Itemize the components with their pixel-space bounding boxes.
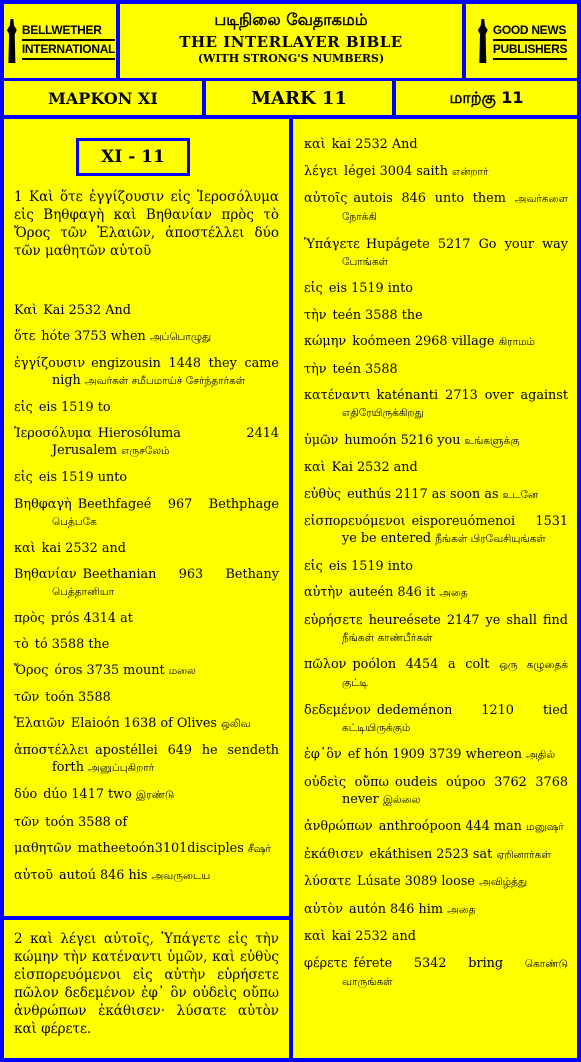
- word-entry: [14, 399, 279, 416]
- transliteration-and-gloss: toón 3588: [45, 690, 111, 706]
- chapter-label: XI - 11: [76, 138, 190, 176]
- word-entry: [14, 786, 279, 804]
- transliteration-and-gloss: kai 2532 and: [41, 540, 126, 556]
- verse-2-text: 2 καὶ λέγει αὐτοῖς, Ὑπάγετε εἰς τὴν κώμην τὴν κατέναντι ὑμῶν, καὶ εὐθὺς εἰσπορευόμενοι εἰς αὐτὴν εὑρήσετε πῶλον δεδεμένον ἐφ᾽ ὃν οὐδεὶς οὔπω ἀνθρώπων ἐκάθισεν· λύσατε αὐτὸν καὶ φέρετε.: [14, 931, 279, 1037]
- transliteration-and-gloss: eis 1519 to: [38, 400, 111, 416]
- greek-word: αὐτὴν: [304, 585, 343, 600]
- word-entry: [304, 774, 568, 809]
- word-entry: [304, 513, 568, 548]
- transliteration-and-gloss: apostéllei 649 he sendeth forth: [52, 743, 279, 776]
- good-news-logo: [466, 4, 577, 78]
- transliteration-and-gloss: humoón 5216 you: [344, 432, 461, 448]
- greek-word: πῶλον: [304, 657, 347, 672]
- title-tamil: படிநிலை வேதாகமம்: [214, 10, 368, 29]
- transliteration-and-gloss: óros 3735 mount: [54, 663, 165, 679]
- word-entry: [304, 612, 568, 647]
- title-english: THE INTERLAYER BIBLE: [179, 33, 403, 51]
- word-entry: [304, 656, 568, 692]
- transliteration-and-gloss: koómeen 2968 village: [352, 334, 495, 349]
- transliteration-and-gloss: eis 1519 unto: [38, 470, 128, 486]
- word-entry: [14, 610, 279, 627]
- greek-word: Ὑπάγετε: [304, 236, 360, 252]
- logo-left-line2: INTERNATIONAL: [22, 41, 115, 60]
- tamil-gloss: எதிரேயிருக்கிறது: [342, 407, 424, 419]
- tamil-gloss: ஒலிவ: [221, 718, 251, 731]
- greek-word: εἰς: [304, 281, 323, 296]
- word-entry: [14, 636, 279, 653]
- word-entry: [304, 459, 568, 476]
- tamil-gloss: உடனே: [502, 488, 539, 501]
- tamil-gloss: கிராமம்: [498, 336, 535, 348]
- word-entry: [14, 469, 279, 486]
- greek-word: πρὸς: [14, 610, 45, 626]
- tamil-gloss: எருசலேம்: [121, 445, 170, 458]
- tamil-gloss: அதில்: [526, 749, 556, 761]
- word-entry: [304, 558, 568, 575]
- transliteration-and-gloss: légei 3004 saith: [344, 163, 448, 179]
- transliteration-and-gloss: teén 3588 the: [332, 307, 423, 323]
- tamil-gloss: நீங்கள் காண்பீர்கள்: [342, 631, 433, 644]
- word-entry: [14, 566, 279, 601]
- word-entry: [304, 236, 568, 271]
- word-entry: [304, 901, 568, 919]
- transliteration-and-gloss: ekáthisen 2523 sat: [369, 846, 493, 862]
- greek-word: Καὶ: [14, 303, 38, 318]
- greek-word: εἰς: [14, 400, 33, 416]
- greek-word: ὅτε: [14, 329, 36, 345]
- transliteration-and-gloss: eisporeuómenoi 1531 ye be entered: [342, 514, 568, 546]
- english-book-label: MARK 11: [251, 87, 347, 109]
- word-entry: [14, 814, 279, 831]
- greek-word: εὐθὺς: [304, 486, 342, 502]
- greek-word: τῶν: [14, 814, 40, 830]
- transliteration-and-gloss: Beethfageé 967 Bethphage: [77, 496, 279, 512]
- transliteration-and-gloss: Elaioón 1638 of Olives: [70, 716, 217, 732]
- transliteration-and-gloss: toón 3588 of: [45, 814, 128, 830]
- word-entry: [14, 689, 279, 706]
- greek-word: κατέναντι: [304, 388, 371, 403]
- transliteration-and-gloss: matheetoón3101disciples: [77, 840, 244, 856]
- word-entry: [304, 486, 568, 504]
- transliteration-and-gloss: Lúsate 3089 loose: [356, 874, 475, 889]
- tamil-gloss: ஏறினார்கள்: [496, 848, 551, 861]
- transliteration-and-gloss: oudeis oúpoo 3762 3768 never: [342, 774, 568, 807]
- word-entry: [304, 307, 568, 324]
- tamil-gloss: அனுப்புகிறார்: [88, 762, 155, 775]
- word-entry: [14, 867, 279, 885]
- title-subtitle: (WITH STRONG'S NUMBERS): [197, 52, 385, 65]
- transliteration-and-gloss: Kai 2532 And: [43, 303, 131, 318]
- word-entry: [14, 662, 279, 680]
- greek-word: ἐφ᾽ὃν: [304, 747, 342, 762]
- transliteration-and-gloss: ef hón 1909 3739 whereon: [347, 747, 523, 762]
- transliteration-and-gloss: teén 3588: [332, 361, 398, 377]
- greek-word: καὶ: [304, 460, 326, 475]
- tamil-gloss: இரண்டு: [135, 789, 175, 802]
- tamil-gloss: அப்பொழுது: [149, 331, 212, 344]
- greek-word: Βηθανίαν: [14, 566, 77, 582]
- transliteration-and-gloss: dúo 1417 two: [43, 787, 132, 803]
- word-entry: [14, 496, 279, 531]
- greek-word: αὐτοῖς: [304, 191, 348, 206]
- bellwether-logo: [4, 4, 116, 78]
- transliteration-and-gloss: katénanti 2713 over against: [376, 388, 568, 403]
- word-entry: [14, 425, 279, 460]
- tamil-gloss: அவருடைய: [151, 869, 211, 882]
- greek-word: Βηθφαγὴ: [14, 496, 72, 512]
- greek-word: αὐτὸν: [304, 901, 343, 917]
- logo-left-line1: BELLWETHER: [22, 22, 115, 41]
- greek-word: καὶ: [14, 540, 36, 556]
- left-entry-list: [14, 302, 279, 894]
- word-entry: [14, 355, 279, 390]
- word-entry: [14, 328, 279, 346]
- transliteration-and-gloss: dedeménon 1210 tied: [376, 702, 568, 718]
- word-entry: [304, 387, 568, 422]
- word-entry: [304, 136, 568, 153]
- transliteration-and-gloss: autois 846 unto them: [353, 191, 506, 206]
- greek-word: κώμην: [304, 334, 347, 349]
- tamil-gloss: என்றார்: [452, 165, 489, 178]
- transliteration-and-gloss: hóte 3753 when: [41, 329, 146, 345]
- greek-word: τὴν: [304, 361, 327, 377]
- word-entry: [304, 746, 568, 764]
- word-entry: [304, 190, 568, 226]
- tamil-gloss: நீங்கள் பிரவேசியுங்கள்: [435, 533, 546, 545]
- logo-right-line2: PUBLISHERS: [493, 41, 567, 60]
- tamil-gloss: அதை: [439, 587, 468, 599]
- greek-word: εἰσπορευόμενοι: [304, 514, 406, 529]
- publisher-figure-icon: [476, 19, 490, 63]
- transliteration-and-gloss: kai 2532 and: [331, 929, 416, 944]
- word-entry: [14, 715, 279, 733]
- word-entry: [304, 361, 568, 378]
- word-entry: [304, 584, 568, 602]
- tamil-gloss: பெத்பகே: [52, 515, 97, 528]
- greek-word: οὐδεὶς οὔπω: [304, 774, 389, 790]
- greek-word: φέρετε: [304, 955, 348, 971]
- transliteration-and-gloss: euthús 2117 as soon as: [347, 486, 499, 502]
- greek-word: ἀποστέλλει: [14, 743, 90, 759]
- tamil-gloss: போங்கள்: [342, 255, 389, 268]
- transliteration-and-gloss: autón 846 him: [348, 901, 443, 917]
- greek-word: εἰς: [304, 558, 323, 574]
- tamil-gloss: மலை: [168, 665, 196, 678]
- bellwether-figure-icon: [5, 19, 19, 63]
- transliteration-and-gloss: auteén 846 it: [348, 585, 436, 600]
- tamil-book-title: [396, 81, 577, 115]
- transliteration-and-gloss: férete 5342 bring: [353, 955, 504, 971]
- tamil-gloss: அவர்களை நோக்கி: [342, 193, 568, 223]
- word-entry: [14, 540, 279, 557]
- word-entry: [304, 818, 568, 836]
- transliteration-and-gloss: prós 4314 at: [50, 610, 133, 626]
- greek-book-title: [4, 81, 202, 115]
- word-entry: [304, 955, 568, 991]
- right-entry-list: [304, 136, 568, 1000]
- transliteration-and-gloss: autoú 846 his: [58, 867, 148, 883]
- greek-word: λέγει: [304, 163, 339, 179]
- word-entry: [304, 280, 568, 297]
- greek-word: Ὄρος: [14, 663, 49, 679]
- tamil-gloss: ஒரு கழுதைக் குட்டி: [342, 659, 568, 689]
- tamil-gloss: சீஷர்: [247, 842, 271, 855]
- tamil-gloss: கட்டியிருக்கும்: [342, 721, 411, 734]
- tamil-gloss: இல்லை: [382, 793, 421, 806]
- greek-word: τὸ: [14, 636, 29, 652]
- logo-right-line1: GOOD NEWS: [493, 22, 567, 41]
- transliteration-and-gloss: engizousin 1448 they came nigh: [52, 356, 279, 389]
- greek-word: εὑρήσετε: [304, 612, 363, 628]
- tamil-gloss: அதை: [447, 903, 476, 916]
- transliteration-and-gloss: anthroópoon 444 man: [378, 819, 522, 834]
- greek-book-label: MAPKON XI: [48, 88, 158, 108]
- word-entry: [304, 873, 568, 891]
- tamil-gloss: மனுஷர்: [526, 821, 564, 833]
- english-book-title: [206, 81, 392, 115]
- word-entry: [304, 163, 568, 181]
- transliteration-and-gloss: eis 1519 into: [328, 558, 413, 574]
- word-entry: [304, 928, 568, 945]
- greek-word: εἰς: [14, 470, 33, 486]
- transliteration-and-gloss: heureésete 2147 ye shall find: [368, 612, 568, 628]
- transliteration-and-gloss: Kai 2532 and: [331, 460, 418, 475]
- tamil-gloss: கொண்டு வாருங்கள்: [342, 957, 568, 988]
- greek-word: δύο: [14, 787, 38, 803]
- word-entry: [14, 302, 279, 319]
- tamil-gloss: அவிழ்த்து: [479, 876, 528, 888]
- transliteration-and-gloss: Hierosóluma 2414 Jerusalem: [52, 426, 279, 459]
- greek-word: ἐγγίζουσιν: [14, 356, 86, 372]
- greek-word: αὐτοῦ: [14, 867, 53, 883]
- greek-word: μαθητῶν: [14, 840, 72, 856]
- greek-word: ἀνθρώπων: [304, 819, 373, 834]
- word-entry: [304, 702, 568, 737]
- title-block: [120, 4, 462, 78]
- transliteration-and-gloss: Hupágete 5217 Go your way: [365, 236, 568, 252]
- transliteration-and-gloss: eis 1519 into: [328, 281, 413, 296]
- transliteration-and-gloss: Beethanian 963 Bethany: [82, 566, 279, 582]
- tamil-gloss: உங்களுக்கு: [464, 434, 520, 447]
- transliteration-and-gloss: tó 3588 the: [34, 636, 110, 652]
- transliteration-and-gloss: kai 2532 And: [331, 137, 418, 152]
- greek-word: Ἰεροσόλυμα: [14, 426, 92, 442]
- greek-word: ἐκάθισεν: [304, 846, 364, 862]
- word-entry: [14, 742, 279, 777]
- word-entry: [14, 840, 279, 858]
- transliteration-and-gloss: poólon 4454 a colt: [352, 657, 490, 672]
- word-entry: [304, 846, 568, 864]
- greek-word: λύσατε: [304, 874, 351, 889]
- word-entry: [304, 333, 568, 351]
- greek-word: Ἐλαιῶν: [14, 716, 65, 732]
- verse-1-text: 1 Καὶ ὅτε ἐγγίζουσιν εἰς Ἰεροσόλυμα εἰς Βηθφαγὴ καὶ Βηθανίαν πρὸς τὸ Ὄρος τῶν Ἐλαιῶν, ἀποστέλλει δύο τῶν μαθητῶν αὐτοῦ: [14, 189, 279, 259]
- greek-word: τὴν: [304, 307, 327, 323]
- greek-word: τῶν: [14, 690, 40, 706]
- greek-word: δεδεμένον: [304, 702, 371, 718]
- greek-word: καὶ: [304, 929, 326, 944]
- tamil-gloss: பெத்தானியா: [52, 585, 115, 598]
- greek-word: καὶ: [304, 137, 326, 152]
- tamil-gloss: அவர்கள் சமீபமாய்ச் சேர்ந்தார்கள்: [84, 375, 246, 388]
- tamil-book-label: மாற்கு 11: [449, 87, 524, 107]
- greek-word: ὑμῶν: [304, 432, 339, 448]
- word-entry: [304, 432, 568, 450]
